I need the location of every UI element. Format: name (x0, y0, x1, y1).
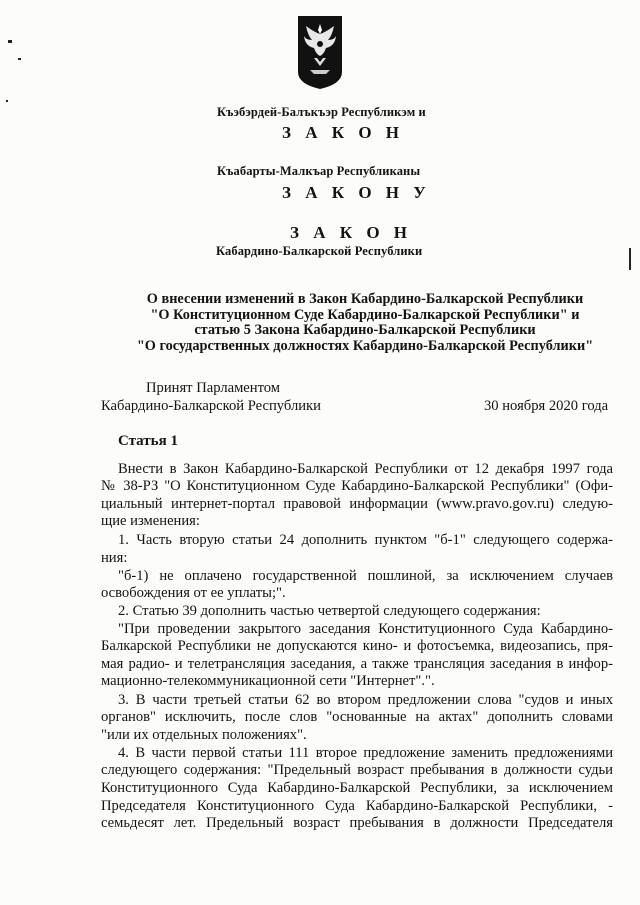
law-title-line: "О Конституционном Суде Кабардино-Балкарской Республики" и (150, 306, 580, 323)
article-heading: Статья 1 (118, 433, 178, 449)
article-line: щие изменения: (101, 513, 200, 529)
article-line: 2. Статью 39 дополнить частью четвертой следующего содержания: (118, 603, 541, 619)
adoption-line-2: Кабардино-Балкарской Республики (101, 398, 321, 414)
scan-speck (18, 58, 21, 60)
header-kabardian-republic: Къэбэрдей-Балъкъэр Республикэм и (217, 105, 426, 119)
scan-speck (8, 40, 12, 43)
header-kabardian-law: З А К О Н (282, 123, 405, 142)
header-karachay-republic: Къабарты-Малкъар Республиканы (217, 164, 421, 178)
article-line: № 38-РЗ "О Конституционном Суде Кабардино-Балкарской Республики" (Офи- (101, 478, 613, 494)
article-line: Председателя Конституционного Суда Кабардино-Балкарской Республики, - (101, 798, 613, 814)
adoption-line-1: Принят Парламентом (146, 380, 281, 396)
scan-speck (6, 100, 8, 102)
law-title-line: статью 5 Закона Кабардино-Балкарской Республики (194, 322, 536, 339)
article-line: мая радио- и телетрансляция заседания, а также трансляция заседания в инфор- (101, 656, 613, 672)
article-line: "или их отдельных положениях". (101, 727, 307, 743)
article-line: циальный интернет-портал правовой информации (www.pravo.gov.ru) следую- (101, 496, 613, 512)
article-line: освобождения от ее уплаты;". (101, 585, 286, 601)
article-line: 1. Часть вторую статьи 24 дополнить пунктом "б-1" следующего содержа- (118, 532, 613, 548)
article-line: ния: (101, 550, 128, 566)
header-russian-law: З А К О Н (290, 223, 413, 242)
law-title-line: "О государственных должностях Кабардино-Балкарской Республики" (136, 337, 594, 354)
coat-of-arms-emblem (296, 14, 344, 90)
article-line: органов" исключить, после слов "основанные на актах" дополнить словами (101, 709, 613, 725)
scan-speck (629, 248, 631, 270)
law-title-line: О внесении изменений в Закон Кабардино-Балкарской Республики (146, 291, 584, 307)
article-line: 4. В части первой статьи 111 второе предложение заменить предложениями (118, 745, 613, 761)
article-line: Балкарской Республики не допускаются кино- и фотосъемка, видеозапись, пря- (101, 638, 613, 654)
adoption-date: 30 ноября 2020 года (484, 398, 609, 414)
article-line: следующего содержания: "Предельный возраст пребывания в должности судьи (101, 762, 613, 778)
article-line: семьдесят лет. Предельный возраст пребывания в должности Председателя (101, 815, 613, 831)
article-line: мационно-телекоммуникационной сети "Интернет".". (101, 673, 435, 689)
article-line: Внести в Закон Кабардино-Балкарской Республики от 12 декабря 1997 года (118, 461, 613, 477)
article-line: Конституционного Суда Кабардино-Балкарской Республики, за исключением (101, 780, 613, 796)
header-karachay-law: З А К О Н У (282, 183, 431, 202)
article-line: "б-1) не оплачено государственной пошлиной, за исключением случаев (118, 568, 613, 584)
law-title (120, 292, 610, 354)
article-line: 3. В части третьей статьи 62 во втором предложении слова "судов и иных (118, 692, 613, 708)
article-line: "При проведении закрытого заседания Конституционного Суда Кабардино- (118, 621, 613, 637)
header-russian-republic: Кабардино-Балкарской Республики (216, 244, 423, 258)
